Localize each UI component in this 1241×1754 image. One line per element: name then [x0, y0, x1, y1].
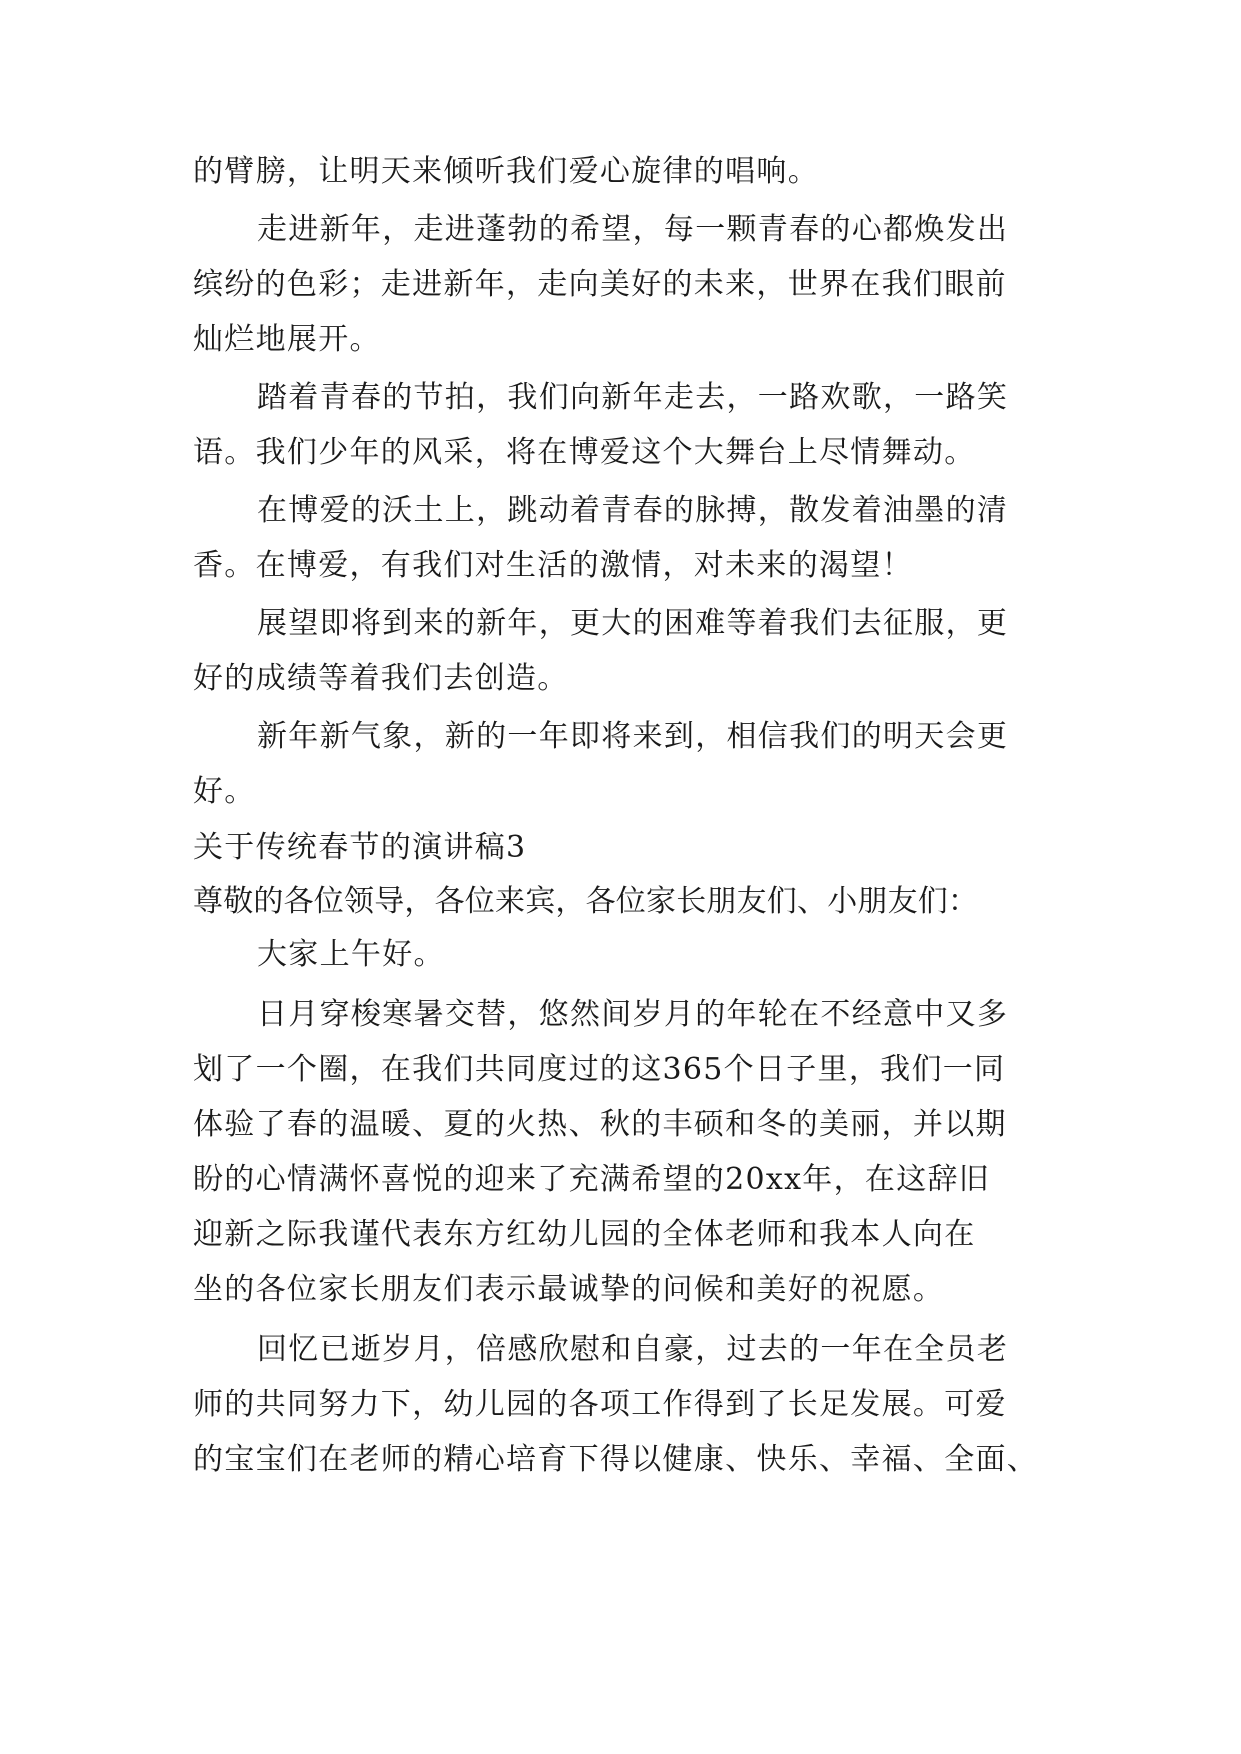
text-line: 香。在博爱，有我们对生活的激情，对未来的渴望！: [193, 548, 913, 583]
text-line: 缤纷的色彩；走进新年，走向美好的未来，世界在我们眼前: [193, 267, 1007, 302]
salutation: 尊敬的各位领导，各位来宾，各位家长朋友们、小朋友们：: [193, 884, 979, 919]
text-line: 灿烂地展开。: [193, 322, 381, 357]
text-line: 的宝宝们在老师的精心培育下得以健康、快乐、幸福、全面、: [193, 1442, 1039, 1477]
text-line: 的臂膀，让明天来倾听我们爱心旋律的唱响。: [193, 154, 819, 189]
paragraph-start: 走进新年，走进蓬勃的希望，每一颗青春的心都焕发出: [257, 212, 1009, 247]
paragraph-start: 在博爱的沃土上，跳动着青春的脉搏，散发着油墨的清: [257, 493, 1009, 528]
text-line: 体验了春的温暖、夏的火热、秋的丰硕和冬的美丽，并以期: [193, 1107, 1007, 1142]
paragraph-start: 新年新气象，新的一年即将来到，相信我们的明天会更: [257, 719, 1009, 754]
text-line: 盼的心情满怀喜悦的迎来了充满希望的20xx年，在这辞旧: [193, 1162, 991, 1197]
text-line: 好。: [193, 774, 256, 809]
greeting: 大家上午好。: [257, 937, 445, 972]
text-line: 语。我们少年的风采，将在博爱这个大舞台上尽情舞动。: [193, 435, 976, 470]
paragraph-start: 踏着青春的节拍，我们向新年走去，一路欢歌，一路笑: [257, 380, 1009, 415]
section-heading: 关于传统春节的演讲稿3: [193, 830, 527, 865]
text-line: 坐的各位家长朋友们表示最诚挚的问候和美好的祝愿。: [193, 1272, 945, 1307]
paragraph-start: 回忆已逝岁月，倍感欣慰和自豪，过去的一年在全员老: [257, 1332, 1009, 1367]
paragraph-start: 展望即将到来的新年，更大的困难等着我们去征服，更: [257, 606, 1009, 641]
text-line: 划了一个圈，在我们共同度过的这365个日子里，我们一同: [193, 1052, 1006, 1087]
text-line: 迎新之际我谨代表东方红幼儿园的全体老师和我本人向在: [193, 1217, 976, 1252]
text-line: 师的共同努力下，幼儿园的各项工作得到了长足发展。可爱: [193, 1387, 1007, 1422]
text-line: 好的成绩等着我们去创造。: [193, 661, 569, 696]
paragraph-start: 日月穿梭寒暑交替，悠然间岁月的年轮在不经意中又多: [257, 997, 1009, 1032]
